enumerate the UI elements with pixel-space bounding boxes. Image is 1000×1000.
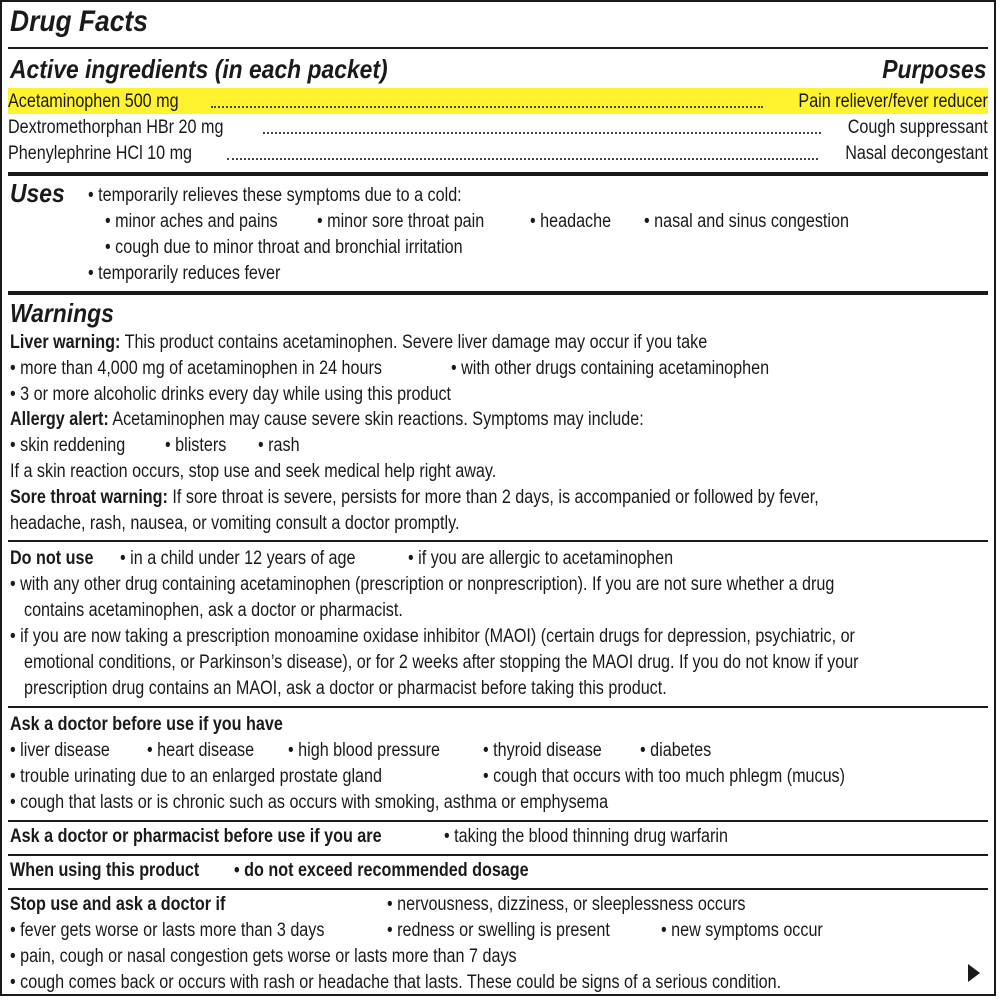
- ask-doctor-item: • thyroid disease: [483, 740, 602, 761]
- active-ingredients-heading: Active ingredients (in each packet): [10, 54, 388, 84]
- divider: [8, 291, 988, 295]
- ask-pharmacist-item: • taking the blood thinning drug warfarin: [444, 826, 728, 847]
- divider: [8, 820, 988, 822]
- ask-doctor-item: • cough that lasts or is chronic such as occurs with smoking, asthma or emphysema: [10, 792, 609, 813]
- uses-item: • minor aches and pains: [105, 211, 278, 232]
- stop-use-item: • redness or swelling is present: [387, 920, 610, 941]
- do-not-use-item-cont: contains acetaminophen, ask a doctor or pharmacist.: [24, 600, 403, 621]
- divider: [8, 172, 988, 176]
- when-using-label: When using this product: [10, 860, 200, 881]
- stop-use-item: • fever gets worse or lasts more than 3 days: [10, 920, 325, 941]
- ingredient-purpose: Nasal decongestant: [845, 143, 988, 164]
- do-not-use-item: • if you are now taking a prescription monoamine oxidase inhibitor (MAOI) (certain drugs for depression, psychiatric, or: [10, 626, 855, 647]
- ingredient-row: [8, 88, 988, 114]
- uses-line: • temporarily reduces fever: [88, 263, 281, 284]
- page-title: Drug Facts: [10, 5, 148, 38]
- liver-warning: Liver warning: This product contains acetaminophen. Severe liver damage may occur if you take: [10, 332, 708, 353]
- divider: [8, 706, 988, 708]
- purposes-heading: Purposes: [881, 54, 986, 84]
- warnings-heading: Warnings: [10, 298, 114, 328]
- ingredient-name: Acetaminophen 500 mg: [8, 91, 179, 112]
- ask-doctor-item: • cough that occurs with too much phlegm (mucus): [483, 766, 846, 787]
- uses-item: • minor sore throat pain: [317, 211, 485, 232]
- do-not-use-item: • if you are allergic to acetaminophen: [408, 548, 674, 569]
- allergy-item: • rash: [258, 435, 300, 456]
- ask-doctor-item: • diabetes: [640, 740, 712, 761]
- allergy-item: • skin reddening: [10, 435, 126, 456]
- uses-line: • temporarily relieves these symptoms due to a cold:: [88, 185, 462, 206]
- stop-use-label: Stop use and ask a doctor if: [10, 894, 226, 915]
- liver-item: • more than 4,000 mg of acetaminophen in 24 hours: [10, 358, 382, 379]
- ingredient-name: Dextromethorphan HBr 20 mg: [8, 117, 224, 138]
- ask-doctor-item: • heart disease: [147, 740, 255, 761]
- sore-throat-warning: Sore throat warning: If sore throat is severe, persists for more than 2 days, is accompanied or followed by fever,: [10, 487, 819, 508]
- dot-leader: [211, 106, 763, 108]
- ingredient-row: [8, 140, 988, 166]
- liver-item: • with other drugs containing acetaminophen: [451, 358, 770, 379]
- dot-leader: [263, 132, 821, 134]
- do-not-use-item-cont: emotional conditions, or Parkinson’s disease), or for 2 weeks after stopping the MAOI drug. If you do not know if your: [24, 652, 859, 673]
- stop-use-item: • pain, cough or nasal congestion gets worse or lasts more than 7 days: [10, 946, 517, 967]
- when-using-item: • do not exceed recommended dosage: [234, 860, 529, 881]
- ask-doctor-item: • high blood pressure: [288, 740, 441, 761]
- ingredient-row: [8, 114, 988, 140]
- ask-pharmacist-label: Ask a doctor or pharmacist before use if you are: [10, 826, 382, 847]
- divider: [8, 854, 988, 856]
- allergy-note: If a skin reaction occurs, stop use and seek medical help right away.: [10, 461, 497, 482]
- ingredient-name: Phenylephrine HCl 10 mg: [8, 143, 193, 164]
- do-not-use-item: • with any other drug containing acetaminophen (prescription or nonprescription). If you are not sure whether a drug: [10, 574, 835, 595]
- do-not-use-label: Do not use: [10, 548, 94, 569]
- divider: [8, 540, 988, 542]
- allergy-item: • blisters: [165, 435, 227, 456]
- ask-doctor-label: Ask a doctor before use if you have: [10, 714, 283, 735]
- allergy-alert: Allergy alert: Acetaminophen may cause severe skin reactions. Symptoms may include:: [10, 409, 644, 430]
- liver-item: • 3 or more alcoholic drinks every day while using this product: [10, 384, 452, 405]
- stop-use-item: • nervousness, dizziness, or sleeplessness occurs: [387, 894, 746, 915]
- divider: [8, 888, 988, 890]
- uses-item: • nasal and sinus congestion: [644, 211, 849, 232]
- do-not-use-item: • in a child under 12 years of age: [120, 548, 356, 569]
- uses-item: • cough due to minor throat and bronchial irritation: [105, 237, 463, 258]
- divider: [8, 47, 988, 49]
- uses-item: • headache: [530, 211, 612, 232]
- do-not-use-item-cont: prescription drug contains an MAOI, ask a doctor or pharmacist before taking this product.: [24, 678, 667, 699]
- dot-leader: [227, 158, 819, 160]
- continue-arrow-icon: [968, 964, 980, 982]
- ingredient-purpose: Cough suppressant: [847, 117, 988, 138]
- ask-doctor-item: • liver disease: [10, 740, 110, 761]
- uses-heading: Uses: [10, 178, 65, 208]
- stop-use-item: • cough comes back or occurs with rash or headache that lasts. These could be signs of a serious condition.: [10, 972, 782, 993]
- ask-doctor-item: • trouble urinating due to an enlarged prostate gland: [10, 766, 382, 787]
- sore-throat-warning-cont: headache, rash, nausea, or vomiting consult a doctor promptly.: [10, 513, 460, 534]
- stop-use-item: • new symptoms occur: [661, 920, 823, 941]
- ingredient-purpose: Pain reliever/fever reducer: [798, 91, 988, 112]
